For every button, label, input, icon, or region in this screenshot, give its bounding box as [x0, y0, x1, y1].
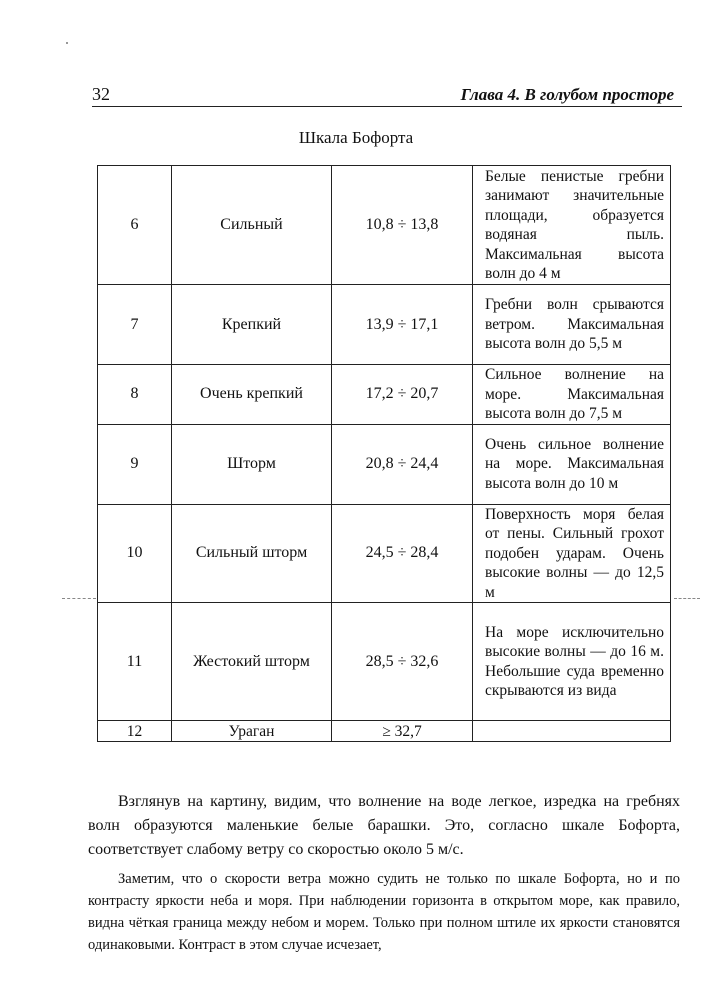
cell-speed: 28,5 ÷ 32,6	[332, 603, 473, 721]
cell-description: Белые пенистые гребни занимают значительные площади, образуется водяная пыль. Максимальная высота волн до 4 м	[473, 166, 671, 285]
scan-artifact-line	[62, 598, 96, 599]
cell-speed: 24,5 ÷ 28,4	[332, 504, 473, 603]
cell-number: 6	[98, 166, 172, 285]
cell-number: 10	[98, 504, 172, 603]
cell-speed: 13,9 ÷ 17,1	[332, 285, 473, 365]
cell-description	[473, 721, 671, 742]
cell-number: 11	[98, 603, 172, 721]
page-number: 32	[92, 84, 110, 104]
header-rule	[92, 106, 682, 107]
table-row	[98, 721, 671, 742]
cell-number: 9	[98, 424, 172, 504]
cell-number: 8	[98, 365, 172, 425]
table-row	[98, 166, 671, 285]
table-row	[98, 365, 671, 425]
table-row	[98, 603, 671, 721]
table-row	[98, 285, 671, 365]
cell-description: Очень сильное волнение на море. Максимальная высота волн до 10 м	[473, 424, 671, 504]
cell-name: Ураган	[172, 721, 332, 742]
page-header	[92, 84, 682, 108]
body-paragraph: Заметим, что о скорости ветра можно судить не только по шкале Бофорта, но и по контрасту яркости неба и моря. При наблюдении горизонта в открытом море, как правило, видна чёткая граница между небом и морем. Только при полном штиле их яркости становятся одинаковыми. Контраст в этом случае исчезает,	[88, 870, 680, 953]
cell-number: 7	[98, 285, 172, 365]
cell-speed: 17,2 ÷ 20,7	[332, 365, 473, 425]
cell-number: 12	[98, 721, 172, 742]
running-title: Глава 4. В голубом просторе	[460, 85, 674, 104]
table-title: Шкала Бофорта	[298, 128, 414, 147]
cell-speed: 20,8 ÷ 24,4	[332, 424, 473, 504]
body-paragraph: Взглянув на картину, видим, что волнение на воде легкое, изредка на гребнях волн образуются маленькие белые барашки. Это, согласно шкале Бофорта, соответствует слабому ветру со скоростью около 5 м/с.	[88, 793, 680, 858]
cell-name: Сильный	[172, 166, 332, 285]
cell-description: Гребни волн срываются ветром. Максимальная высота волн до 5,5 м	[473, 285, 671, 365]
cell-description: Поверхность моря белая от пены. Сильный грохот подобен ударам. Очень высокие волны — до 12,5 м	[473, 504, 671, 603]
beaufort-scale-table	[97, 165, 671, 742]
cell-name: Очень крепкий	[172, 365, 332, 425]
table-row	[98, 424, 671, 504]
table-row	[98, 504, 671, 603]
scan-artifact-line	[674, 598, 700, 599]
scan-speck	[66, 42, 68, 44]
cell-name: Сильный шторм	[172, 504, 332, 603]
cell-speed: 10,8 ÷ 13,8	[332, 166, 473, 285]
cell-description: На море исключительно высокие волны — до 16 м. Небольшие суда временно скрываются из вида	[473, 603, 671, 721]
cell-name: Жестокий шторм	[172, 603, 332, 721]
cell-name: Крепкий	[172, 285, 332, 365]
cell-description: Сильное волнение на море. Максимальная высота волн до 7,5 м	[473, 365, 671, 425]
cell-speed: ≥ 32,7	[332, 721, 473, 742]
cell-name: Шторм	[172, 424, 332, 504]
